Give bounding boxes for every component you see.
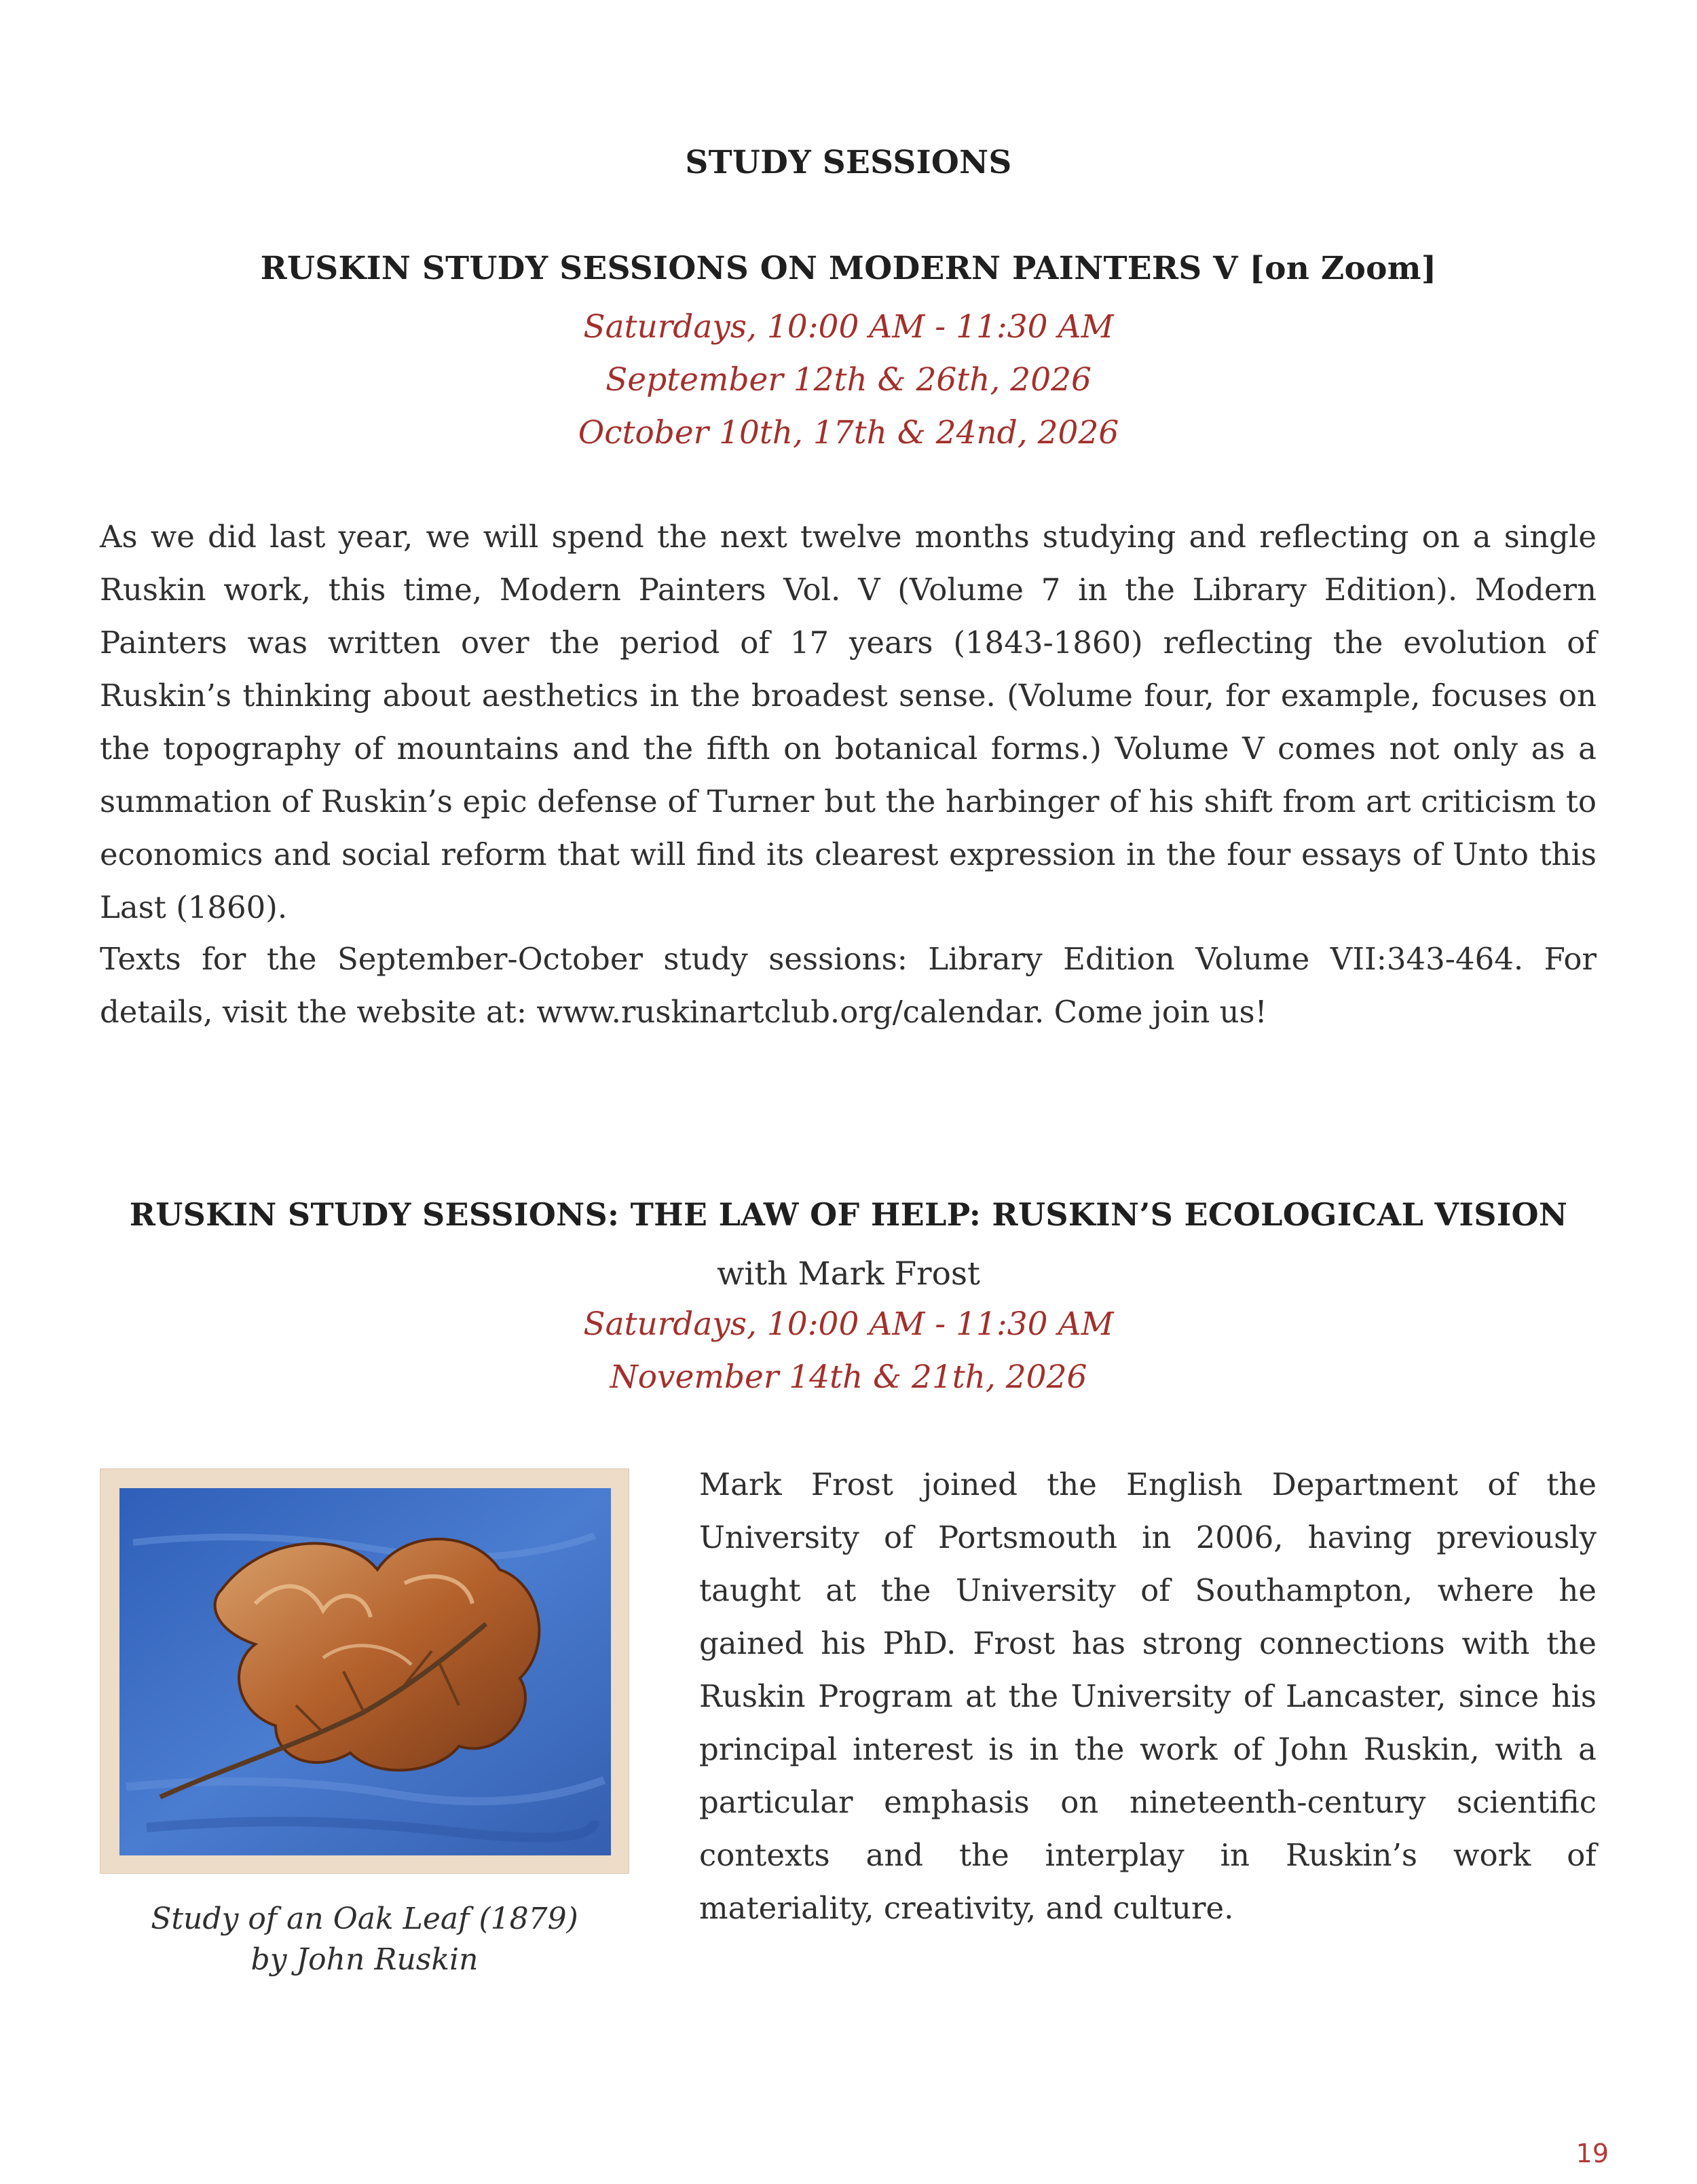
session1-texts-note: Texts for the September-October study sessions: Library Edition Volume VII:343-464. For details, visit the website at: www.ruskinartclub.org/calendar. Come join us! [100,941,1597,1030]
session2-title: RUSKIN STUDY SESSIONS: THE LAW OF HELP: RUSKIN’S ECOLOGICAL VISION [129,1196,1568,1233]
session1-october-dates: October 10th, 17th & 24nd, 2026 [578,414,1119,451]
session1-description: As we did last year, we will spend the next twelve months studying and reflecting on a single Ruskin work, this time, Modern Painters Vol. V (Volume 7 in the Library Edition). Modern Painters was written over the period of 17 years (1843-1860) reflecting the evolution of Ruskin’s thinking about aesthetics in the broadest sense. (Volume four, for example, focuses on the topography of mountains and the fifth on botanical forms.) Volume V comes not only as a summation of Ruskin’s epic defense of Turner but the harbinger of his shift from art criticism to economics and social reform that will find its clearest expression in the four essays of Unto this Last (1860). [100,519,1597,925]
image-caption-artist: by John Ruskin [250,1942,479,1977]
page-title: STUDY SESSIONS [685,144,1012,181]
image-caption-title: Study of an Oak Leaf (1879) [151,1902,578,1936]
session1-september-dates: September 12th & 26th, 2026 [605,361,1092,399]
session2-presenter: with Mark Frost [717,1255,980,1293]
session1-time: Saturdays, 10:00 AM - 11:30 AM [583,308,1114,346]
session2-november-dates: November 14th & 21th, 2026 [610,1358,1087,1396]
session2-dates [0,1298,1697,1404]
presenter-bio: Mark Frost joined the English Department of the University of Portsmouth in 2006, having previously taught at the University of Southampton, where he gained his PhD. Frost has strong connections with the Ruskin Program at the University of Lancaster, since his principal interest is in the work of John Ruskin, with a particular emphasis on nineteenth-century scientific contexts and the interplay in Ruskin’s work of materiality, creativity, and culture. [699,1466,1597,1926]
session1-dates [0,301,1697,460]
oak-leaf-painting [100,1468,629,1874]
oak-leaf-painting-image [119,1488,611,1855]
image-caption [100,1899,629,1980]
session2-time: Saturdays, 10:00 AM - 11:30 AM [583,1306,1114,1343]
page-number: 19 [1575,2139,1609,2168]
session1-title: RUSKIN STUDY SESSIONS ON MODERN PAINTERS V [on Zoom] [260,250,1437,287]
